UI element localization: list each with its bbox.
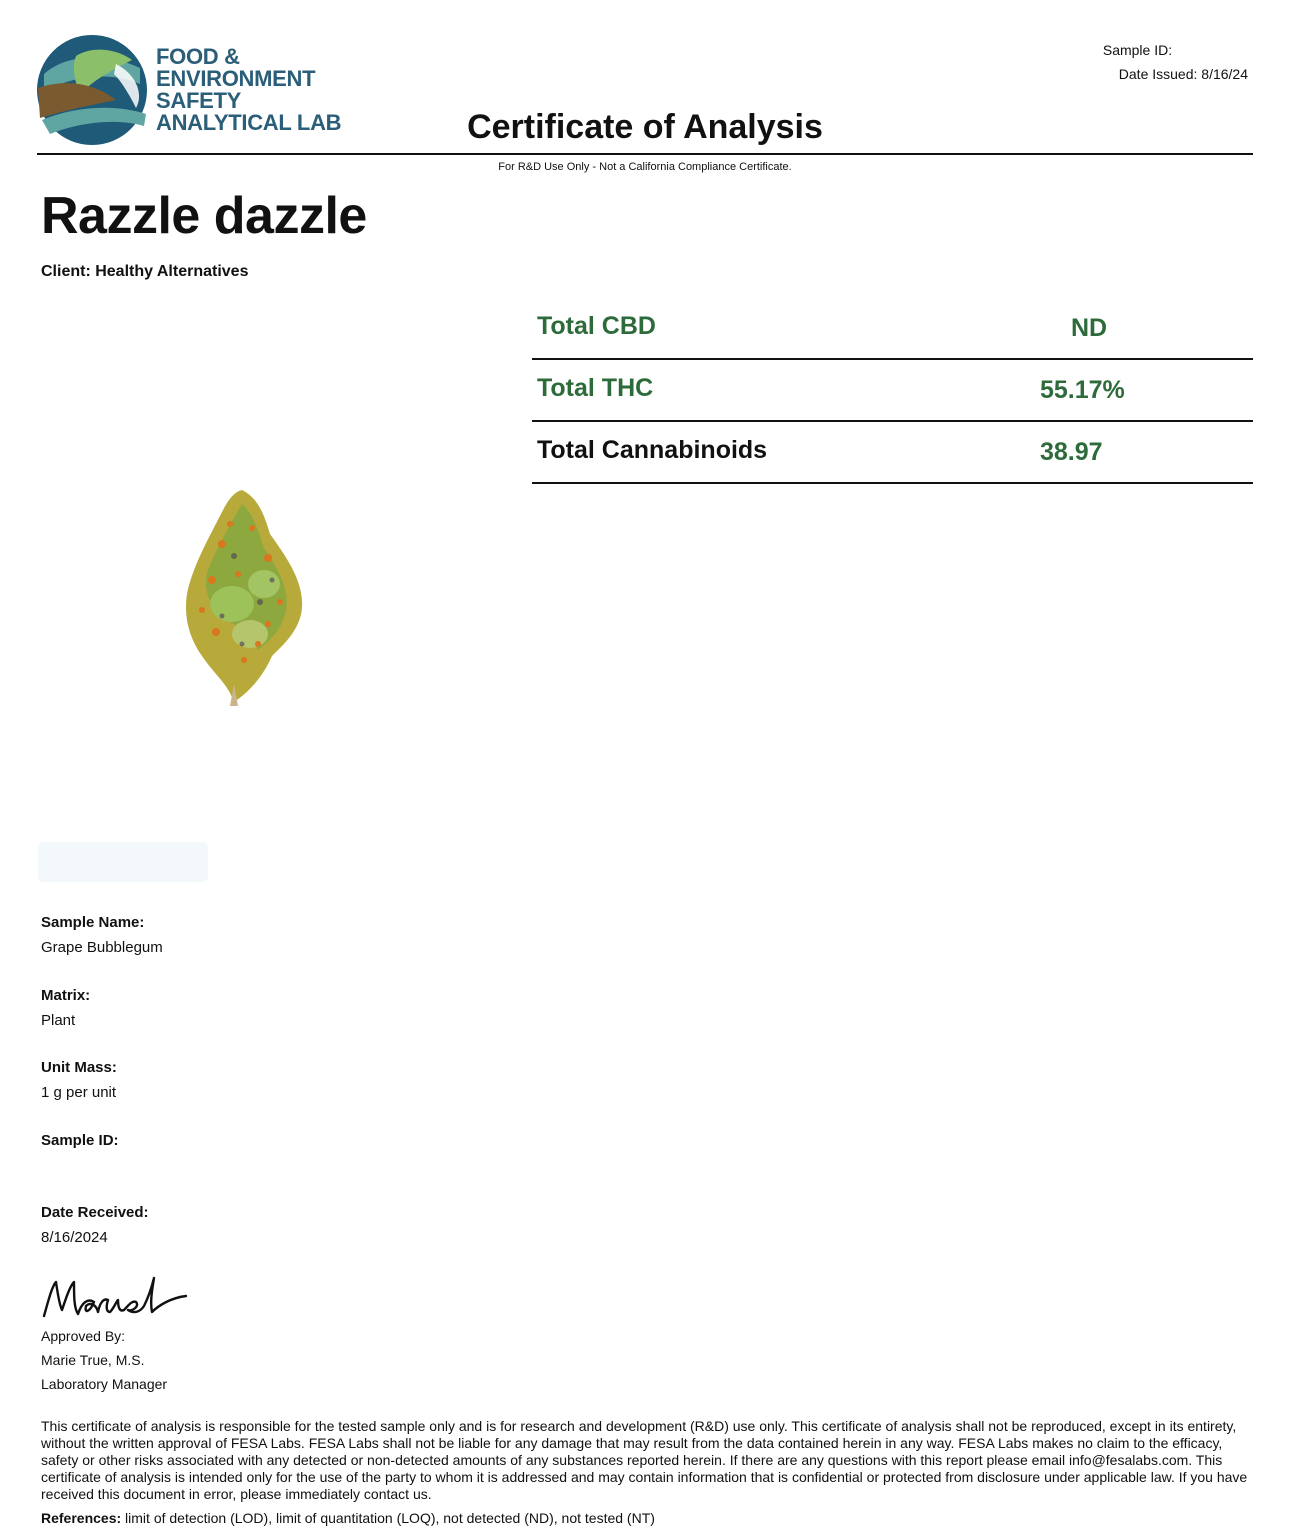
sample-id-info-label: Sample ID: [41,1132,119,1149]
summary-row-total-cbd [532,300,1253,360]
unit-mass-label: Unit Mass: [41,1059,117,1076]
summary-value: ND [1071,314,1108,342]
summary-label: Total THC [537,374,654,402]
lab-name-line: ENVIRONMENT [156,66,316,91]
cannabinoid-summary [532,300,1253,486]
summary-row-total-cannabinoids [532,424,1253,484]
document-title: Certificate of Analysis [467,108,823,146]
sample-id-block [41,1132,119,1157]
matrix-block [41,987,90,1029]
header-divider [37,153,1253,155]
approver-name: Marie True, M.S. [41,1352,145,1368]
approval-block [41,1324,167,1396]
date-issued-value: 8/16/24 [1201,66,1248,82]
lab-name-line: FOOD & [156,44,240,69]
date-issued-label: Date Issued: [1118,66,1198,82]
compliance-disclaimer: For R&D Use Only - Not a California Compliance Certificate. [498,161,792,173]
unit-mass-value: 1 g per unit [41,1084,117,1101]
lab-name-line: ANALYTICAL LAB [156,110,342,135]
product-name: Razzle dazzle [41,187,367,245]
sample-name-label: Sample Name: [41,914,145,931]
references-line [41,1510,655,1526]
sample-id-label: Sample ID: [1102,42,1173,58]
signature-image [40,1272,190,1324]
faded-watermark [38,842,208,882]
date-issued-row [1103,62,1248,86]
header-meta [1103,38,1248,86]
matrix-label: Matrix: [41,987,91,1004]
references-text: limit of detection (LOD), limit of quantitation (LOQ), not detected (ND), not tested (NT) [125,1510,655,1526]
matrix-value: Plant [41,1012,76,1029]
unit-mass-block [41,1059,117,1101]
summary-value: 38.97 [1040,438,1103,466]
sample-name-block [41,914,163,956]
approved-by-label: Approved By: [41,1328,126,1344]
date-received-block [41,1204,149,1246]
client-name: Client: Healthy Alternatives [41,263,249,280]
sample-photo [172,484,312,708]
sample-name-value: Grape Bubblegum [41,939,163,956]
approver-title: Laboratory Manager [41,1376,168,1392]
summary-label: Total CBD [537,312,656,340]
lab-name-line: SAFETY [156,88,241,113]
references-label: References: [41,1510,122,1526]
summary-value: 55.17% [1040,376,1125,404]
date-received-value: 8/16/2024 [41,1229,108,1246]
date-received-label: Date Received: [41,1204,149,1221]
summary-label: Total Cannabinoids [537,436,768,464]
sample-id-row [1103,38,1248,62]
summary-row-total-thc [532,362,1253,422]
legal-disclaimer: This certificate of analysis is responsible for the tested sample only and is for research and development (R&D) use only. This certificate of analysis shall not be reproduced, except in its entirety, without the written approval of FESA Labs. FESA Labs shall not be liable for any damage that may result from the data contained herein in any way. FESA Labs makes no claim to the efficacy, safety or other risks associated with any detected or non-detected amounts of any substances reported herein. If there are any questions with this report please email info@fesalabs.com. This certificate of analysis is intended only for the use of the party to whom it is addressed and may contain information that is confidential or protected from disclosure under applicable law. If you have received this document in error, please immediately contact us. [41,1418,1248,1502]
